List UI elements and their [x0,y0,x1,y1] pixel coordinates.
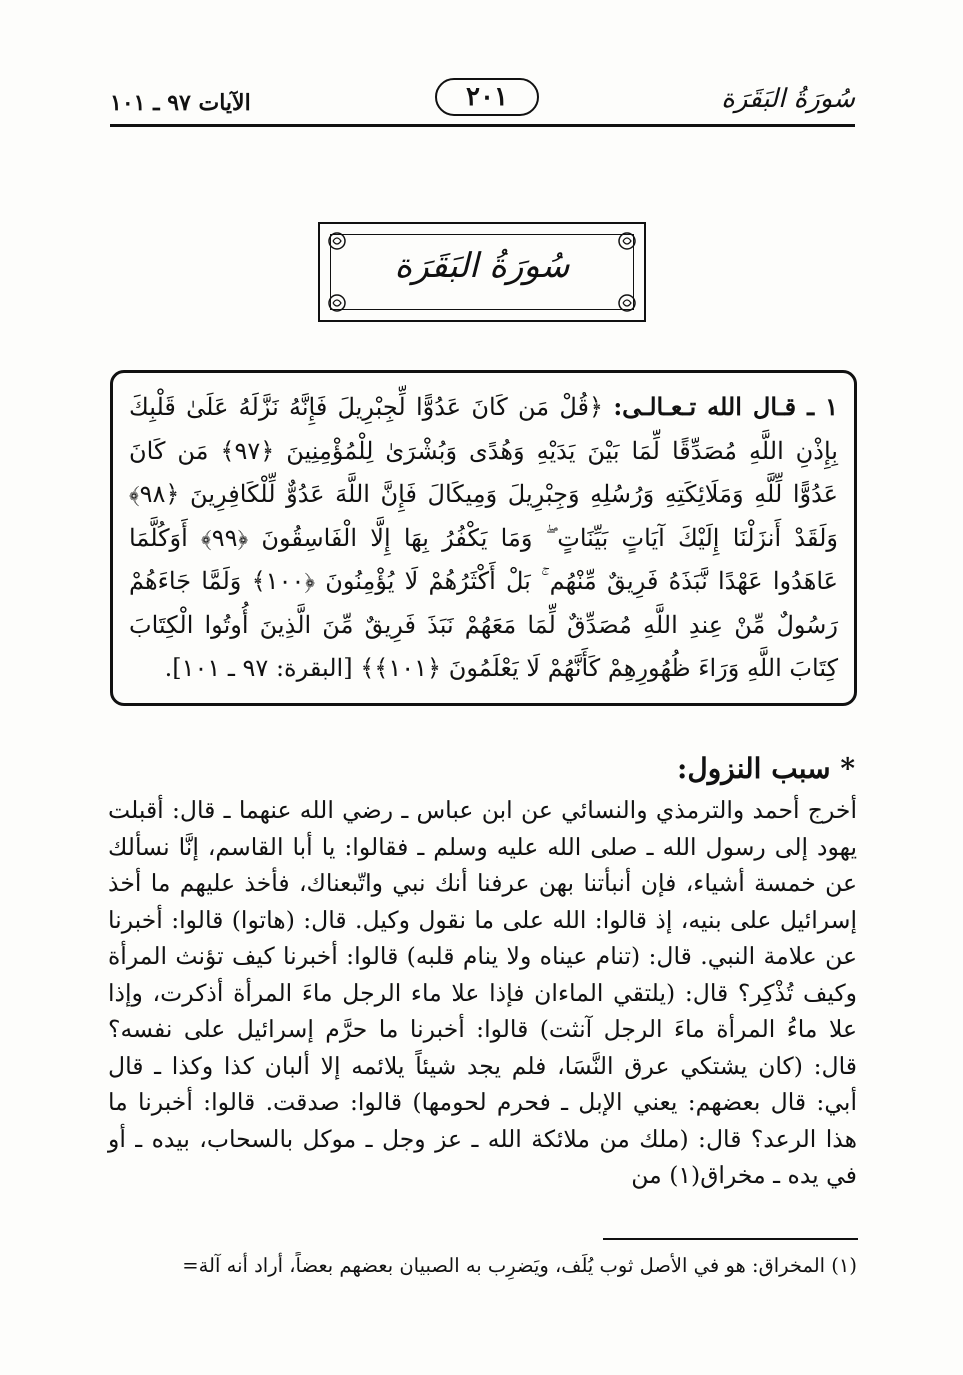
section-heading: * سبب النزول: [677,752,855,785]
surah-title: سُورَةُ البَقَرَة [394,246,570,286]
verse-text: ﴿قُلْ مَن كَانَ عَدُوًّا لِّجِبْرِيلَ فَإِنَّهُ نَزَّلَهُ عَلَىٰ قَلْبِكَ بِإِذْنِ اللَّهِ مُصَدِّقًا لِّمَا بَيْنَ يَدَيْهِ وَهُدًى وَبُشْرَىٰ لِلْمُؤْمِنِينَ ﴿٩٧﴾ مَن كَانَ عَدُوًّا لِّلَّهِ وَمَلَائِكَتِهِ وَرُسُلِهِ وَجِبْرِيلَ وَمِيكَالَ فَإِنَّ اللَّهَ عَدُوٌّ لِّلْكَافِرِينَ ﴿٩٨﴾ وَلَقَدْ أَنزَلْنَا إِلَيْكَ آيَاتٍ بَيِّنَاتٍ ۖ وَمَا يَكْفُرُ بِهَا إِلَّا الْفَاسِقُونَ ﴿٩٩﴾ أَوَكُلَّمَا عَاهَدُوا عَهْدًا نَّبَذَهُ فَرِيقٌ مِّنْهُم ۚ بَلْ أَكْثَرُهُمْ لَا يُؤْمِنُونَ ﴿١٠٠﴾ وَلَمَّا جَاءَهُمْ رَسُولٌ مِّنْ عِندِ اللَّهِ مُصَدِّقٌ لِّمَا مَعَهُمْ نَبَذَ فَرِيقٌ مِّنَ الَّذِينَ أُوتُوا الْكِتَابَ كِتَابَ اللَّهِ وَرَاءَ ظُهُورِهِمْ كَأَنَّهُمْ لَا يَعْلَمُونَ ﴿١٠١﴾﴾ [البقرة: ٩٧ ـ ١٠١]. [129,393,839,682]
page-number: ٢٠١ [435,78,539,116]
verse-intro: ١ ـ قـال الله تـعـالـى: [613,392,838,421]
quran-verses-box [110,370,857,706]
verse-range: الآيات ٩٧ ـ ١٠١ [110,90,251,116]
body-paragraph: أخرج أحمد والترمذي والنسائي عن ابن عباس ـ رضي الله عنهما ـ قال: أقبلت يهود إلى رسول الله ـ صلى الله عليه وسلم ـ فقالوا: يا أبا القاسم، إنَّا نسألك عن خمسة أشياء، فإن أنبأتنا بهن عرفنا أنك نبي واتّبعناك، فأخذ عليهم ما أخذ إسرائيل على بنيه، إذ قالوا: الله على ما نقول وكيل. قال: (هاتوا) قالوا: أخبرنا عن علامة النبي. قال: (تنام عيناه ولا ينام قلبه) قالوا: أخبرنا كيف تؤنث المرأة وكيف تُذْكِر؟ قال: (يلتقي الماءان فإذا علا ماء الرجل ماءَ المرأة أذكرت، وإذا علا ماءُ المرأة ماءَ الرجل آنثت) قالوا: أخبرنا ما حرَّم إسرائيل على نفسه؟ قال: (كان يشتكي عرق النَّسَا، فلم يجد شيئاً يلائمه إلا ألبان كذا وكذا ـ قال أبي: قال بعضهم: يعني الإبل ـ فحرم لحومها) قالوا: صدقت. قالوا: أخبرنا ما هذا الرعد؟ قال: (ملك من ملائكة الله ـ عز وجل ـ موكل بالسحاب، بيده ـ أو في يده ـ مخراق(١) من [108,796,857,1189]
page-header [110,84,855,124]
surah-title-frame [318,222,646,322]
ornament-icon [324,290,350,316]
running-surah-title: سُورَةُ البَقَرَة [721,84,855,114]
header-rule [110,124,855,127]
ornament-icon [614,290,640,316]
footnote: (١) المخراق: هو في الأصل ثوب يُلَف، ويَضرِب به الصبيان بعضهم بعضاً، أراد أنه آلة= [182,1254,857,1277]
quran-verses [129,385,838,691]
footnote-rule [603,1238,858,1240]
